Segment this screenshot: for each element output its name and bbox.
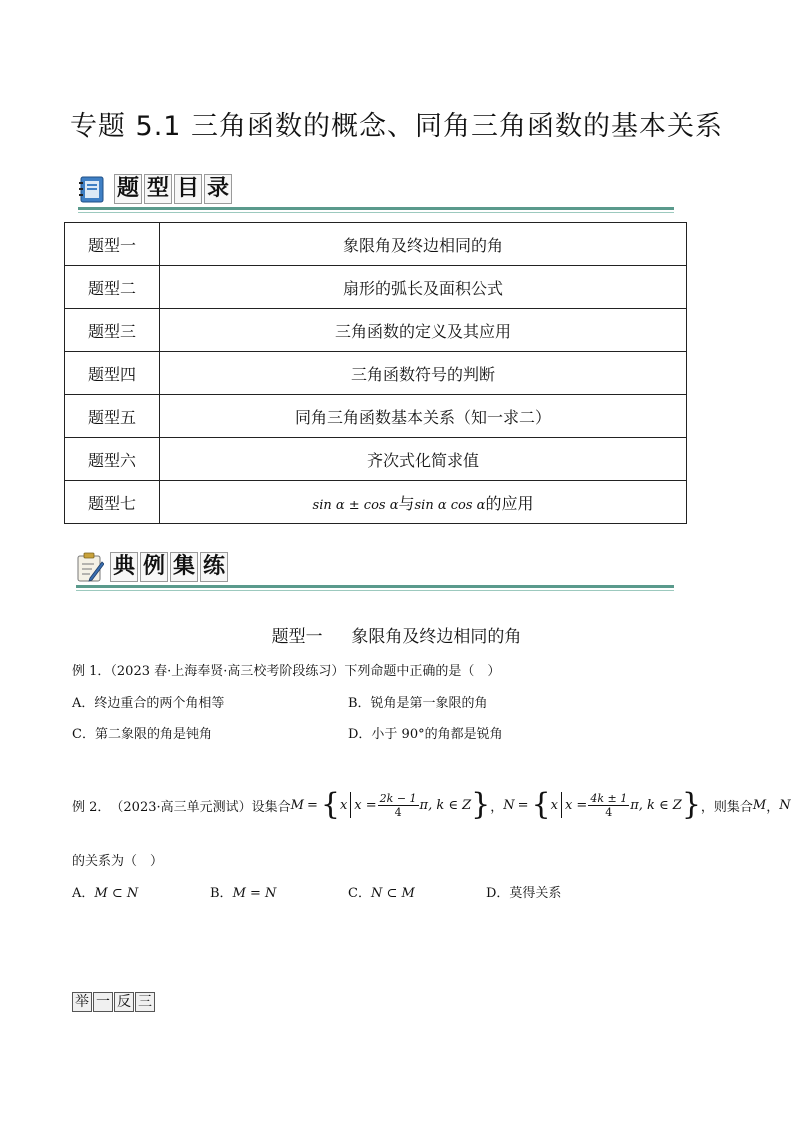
option-b: B．锐角是第一象限的角 — [348, 696, 488, 711]
option-a — [72, 882, 138, 901]
topic-cell: 齐次式化简求值 — [160, 438, 687, 481]
question-type-table — [64, 222, 687, 524]
brace-close: } — [681, 787, 701, 822]
topic-cell: 扇形的弧长及面积公式 — [160, 266, 687, 309]
topic-cell: 三角函数的定义及其应用 — [160, 309, 687, 352]
separator: ， — [490, 799, 504, 815]
type-cell: 题型七 — [65, 481, 160, 524]
type-cell: 题型四 — [65, 352, 160, 395]
option-a: A．终边重合的两个角相等 — [72, 696, 225, 711]
clipboard-pencil-icon — [76, 552, 104, 582]
table-row — [65, 309, 687, 352]
fraction-numerator: 4k ± 1 — [590, 791, 628, 805]
section-title-char: 例 — [140, 552, 168, 582]
set-variable: x — [550, 797, 558, 813]
type-cell: 题型一 — [65, 223, 160, 266]
set-name-n: N — [503, 797, 515, 813]
brace-open: { — [320, 787, 340, 822]
set-divider — [350, 792, 351, 818]
example-stem-text: 设集合 — [251, 799, 291, 815]
brace-close: } — [471, 787, 491, 822]
example-2-stem: 例 2． （2023·高三单元测试） 设集合 M = { x x = $\frac{2k - 1}{4}$ π, k ∈ Z } ， N = { x x = $\frac{4k \pm 1}{4}$ π, k ∈ Z } ，则集合 M ， N — [72, 787, 791, 822]
option-math: M = N — [232, 886, 277, 901]
math-expression: sin α cos α — [414, 497, 486, 513]
set-divider — [561, 792, 562, 818]
set-equation: x = — [354, 797, 377, 813]
section-title-char: 型 — [144, 174, 172, 204]
section-title-char: 练 — [200, 552, 228, 582]
section-header-examples — [76, 552, 674, 591]
practice-char: 反 — [114, 992, 134, 1012]
example-label: 例 1． — [72, 664, 111, 679]
topic-cell: 同角三角函数基本关系（知一求二） — [160, 395, 687, 438]
option-c — [348, 882, 415, 901]
fraction — [588, 792, 629, 819]
section-divider — [76, 590, 674, 591]
page-title: 专题 5.1 三角函数的概念、同角三角函数的基本关系 — [69, 111, 724, 142]
math-expression: sin α ± cos α — [312, 497, 399, 513]
practice-char: 三 — [135, 992, 155, 1012]
set-name-n: N — [779, 797, 791, 813]
question-type-topic: 象限角及终边相同的角 — [351, 627, 522, 647]
option-math: M ⊂ N — [94, 886, 139, 901]
separator: ， — [766, 799, 780, 815]
example-1-stem — [72, 660, 500, 679]
fraction — [378, 792, 419, 819]
section-header-catalog — [78, 174, 674, 213]
option-d: D．小于 90°的角都是锐角 — [348, 727, 503, 742]
topic-cell — [160, 481, 687, 524]
set-name-m: M — [290, 797, 304, 813]
example-source: （2023 春·上海奉贤·高三校考阶段练习） — [110, 664, 345, 679]
set-condition: π, k ∈ Z — [630, 797, 682, 813]
fraction-denominator: 4 — [394, 805, 402, 819]
option-math: N ⊂ M — [370, 886, 415, 901]
example-source: （2023·高三单元测试） — [110, 799, 252, 815]
question-type-label: 题型一 — [271, 627, 323, 647]
section-divider — [76, 585, 674, 588]
table-row — [65, 223, 687, 266]
example-2-stem-continuation: 的关系为（ ） — [72, 854, 164, 869]
example-stem-text: ，则集合 — [700, 799, 753, 815]
question-type-heading — [0, 622, 793, 647]
table-row — [65, 266, 687, 309]
section-title-char: 集 — [170, 552, 198, 582]
section-title-char: 目 — [174, 174, 202, 204]
option-d: D．莫得关系 — [486, 886, 562, 901]
option-label: A． — [72, 886, 95, 901]
topic-cell: 三角函数符号的判断 — [160, 352, 687, 395]
brace-open: { — [531, 787, 551, 822]
topic-text: 的应用 — [485, 493, 534, 513]
table-row — [65, 481, 687, 524]
fraction-numerator: 2k − 1 — [379, 791, 417, 805]
option-c: C．第二象限的角是钝角 — [72, 727, 212, 742]
set-name-m: M — [752, 797, 767, 813]
example-label: 例 2． — [72, 799, 111, 815]
option-b — [210, 882, 276, 901]
type-cell: 题型五 — [65, 395, 160, 438]
section-title-char: 录 — [204, 174, 232, 204]
fraction-denominator: 4 — [605, 805, 613, 819]
set-variable: x — [339, 797, 348, 813]
section-title-char: 典 — [110, 552, 138, 582]
option-label: C． — [348, 886, 371, 901]
set-condition: π, k ∈ Z — [419, 797, 472, 813]
section-title-char: 题 — [114, 174, 142, 204]
set-equation: x = — [564, 797, 588, 813]
type-cell: 题型六 — [65, 438, 160, 481]
section-divider — [78, 212, 674, 213]
topic-cell: 象限角及终边相同的角 — [160, 223, 687, 266]
type-cell: 题型三 — [65, 309, 160, 352]
topic-text: 与 — [398, 493, 415, 513]
practice-char: 一 — [93, 992, 113, 1012]
example-question: 下列命题中正确的是（ ） — [344, 664, 501, 679]
table-row — [65, 352, 687, 395]
notebook-icon — [78, 174, 106, 204]
practice-char: 举 — [72, 992, 92, 1012]
type-cell: 题型二 — [65, 266, 160, 309]
table-row — [65, 395, 687, 438]
section-divider — [78, 207, 674, 210]
option-label: B． — [210, 886, 233, 901]
practice-label — [72, 992, 156, 1012]
table-row — [65, 438, 687, 481]
